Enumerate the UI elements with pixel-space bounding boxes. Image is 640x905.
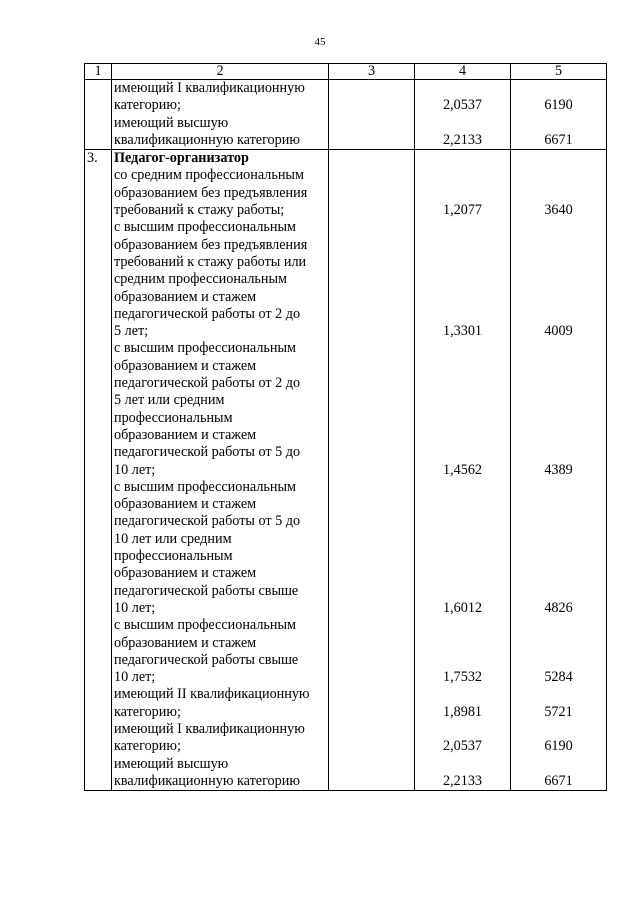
coefficient-value: [417, 115, 508, 132]
coefficient-value: [417, 635, 508, 652]
salary-value: [513, 167, 604, 184]
salary-value: 6671: [544, 131, 573, 148]
description-line: 10 лет или средним: [114, 530, 232, 547]
coefficient-value: 2,2133: [442, 772, 482, 789]
coefficient-value: 1,3301: [442, 323, 482, 340]
coefficient-value: 1,2077: [442, 202, 482, 219]
salary-value: 4389: [544, 461, 573, 478]
salary-value: [513, 686, 604, 703]
description-line: образованием и стажем: [114, 357, 257, 374]
description-cell: [112, 150, 329, 791]
description-line: средним профессиональным: [114, 271, 288, 288]
salary-value: [513, 496, 604, 513]
coefficient-value: [417, 513, 508, 530]
coefficient-value: [417, 565, 508, 582]
description-line: с высшим профессиональным: [114, 340, 296, 357]
salary-value: [513, 652, 604, 669]
salary-value: [513, 617, 604, 634]
description-line: образованием и стажем: [114, 426, 257, 443]
salary-value: [513, 583, 604, 600]
coefficient-value: [417, 756, 508, 773]
coefficient-cell: [415, 150, 511, 791]
description-line: педагогической работы свыше: [114, 582, 299, 599]
description-cell: [112, 80, 329, 150]
salary-value: [513, 513, 604, 530]
coefficient-value: [417, 392, 508, 409]
empty-cell: [329, 80, 415, 150]
coefficient-value: [417, 531, 508, 548]
coefficient-value: 1,8981: [442, 703, 482, 720]
header-cell: 3: [329, 64, 415, 80]
description-line: со средним профессиональным: [114, 167, 304, 184]
description-line: 5 лет;: [114, 323, 149, 340]
salary-value: [513, 271, 604, 288]
coefficient-value: [417, 185, 508, 202]
row-number-cell: 3.: [85, 150, 112, 791]
description-line: требований к стажу работы;: [114, 202, 285, 219]
coefficient-value: [417, 271, 508, 288]
header-cell: 1: [85, 64, 112, 80]
salary-value: [513, 340, 604, 357]
coefficient-value: [417, 427, 508, 444]
salary-value: [513, 548, 604, 565]
description-line: квалификационную категорию: [114, 131, 300, 148]
coefficient-value: [417, 686, 508, 703]
description-line: образованием без предъявления: [114, 184, 308, 201]
coefficient-value: [417, 496, 508, 513]
coefficient-value: 2,2133: [442, 131, 482, 148]
salary-cell: [511, 80, 607, 150]
coefficient-value: 2,0537: [442, 97, 482, 114]
salary-value: 6190: [544, 738, 573, 755]
coefficient-value: 1,6012: [442, 599, 482, 616]
salary-value: [513, 254, 604, 271]
description-line: 10 лет;: [114, 669, 156, 686]
coefficient-value: [417, 444, 508, 461]
description-line: с высшим профессиональным: [114, 478, 296, 495]
salary-value: [513, 80, 604, 97]
coefficient-value: [417, 289, 508, 306]
table-row: [85, 150, 607, 791]
description-line: педагогической работы от 2 до: [114, 305, 301, 322]
position-title: Педагог-организатор: [114, 150, 249, 167]
salary-value: [513, 565, 604, 582]
coefficient-cell: [415, 80, 511, 150]
description-line: с высшим профессиональным: [114, 617, 296, 634]
coefficient-value: [417, 721, 508, 738]
row-number-cell: [85, 80, 112, 150]
description-line: педагогической работы от 5 до: [114, 513, 301, 530]
description-line: категорию;: [114, 703, 181, 720]
description-line: имеющий I квалификационную: [114, 80, 305, 96]
description-line: образованием и стажем: [114, 288, 257, 305]
salary-value: [513, 635, 604, 652]
coefficient-value: [417, 617, 508, 634]
description-line: профессиональным: [114, 409, 233, 426]
salary-value: [513, 444, 604, 461]
salary-value: [513, 237, 604, 254]
description-line: 5 лет или средним: [114, 392, 225, 409]
salary-value: 6190: [544, 97, 573, 114]
description-line: образованием и стажем: [114, 565, 257, 582]
salary-value: [513, 531, 604, 548]
description-line: педагогической работы от 5 до: [114, 444, 301, 461]
salary-cell: [511, 150, 607, 791]
description-line: образованием без предъявления: [114, 236, 308, 253]
coefficient-value: [417, 410, 508, 427]
coefficient-value: [417, 219, 508, 236]
description-line: педагогической работы свыше: [114, 651, 299, 668]
description-line: педагогической работы от 2 до: [114, 375, 301, 392]
description-line: с высшим профессиональным: [114, 219, 296, 236]
coefficient-value: [417, 150, 508, 167]
coefficient-value: [417, 358, 508, 375]
salary-value: 4826: [544, 599, 573, 616]
salary-value: [513, 756, 604, 773]
description-line: образованием и стажем: [114, 634, 257, 651]
description-line: категорию;: [114, 97, 181, 114]
description-line: 10 лет;: [114, 461, 156, 478]
description-line: образованием и стажем: [114, 496, 257, 513]
page-number: 45: [314, 36, 326, 48]
header-cell: 4: [415, 64, 511, 80]
salary-value: 5284: [544, 669, 573, 686]
coefficient-value: [417, 254, 508, 271]
coefficient-value: [417, 237, 508, 254]
salary-value: 3640: [544, 202, 573, 219]
coefficient-value: 2,0537: [442, 738, 482, 755]
salary-value: [513, 358, 604, 375]
salary-value: [513, 479, 604, 496]
description-line: профессиональным: [114, 548, 233, 565]
header-cell: 2: [112, 64, 329, 80]
empty-cell: [329, 150, 415, 791]
salary-value: [513, 185, 604, 202]
coefficient-value: [417, 583, 508, 600]
salary-value: [513, 410, 604, 427]
coefficient-value: [417, 548, 508, 565]
coefficient-value: [417, 306, 508, 323]
description-line: требований к стажу работы или: [114, 253, 307, 270]
description-line: имеющий высшую: [114, 755, 229, 772]
coefficient-value: 1,4562: [442, 461, 482, 478]
coefficient-value: [417, 167, 508, 184]
header-cell: 5: [511, 64, 607, 80]
salary-value: [513, 427, 604, 444]
salary-value: [513, 150, 604, 167]
salary-value: 5721: [544, 703, 573, 720]
salary-value: [513, 721, 604, 738]
description-line: имеющий I квалификационную: [114, 720, 305, 737]
description-line: категорию;: [114, 738, 181, 755]
description-line: 10 лет;: [114, 599, 156, 616]
coefficient-value: [417, 652, 508, 669]
coefficient-value: [417, 375, 508, 392]
salary-value: [513, 306, 604, 323]
coefficient-value: [417, 340, 508, 357]
salary-value: [513, 375, 604, 392]
salary-value: [513, 392, 604, 409]
table-row: [85, 80, 607, 150]
table-header-row: [85, 64, 607, 80]
salary-value: 6671: [544, 772, 573, 789]
coefficient-value: [417, 80, 508, 97]
salary-value: [513, 115, 604, 132]
salary-value: 4009: [544, 323, 573, 340]
description-line: имеющий высшую: [114, 114, 229, 131]
description-line: квалификационную категорию: [114, 772, 300, 789]
data-table: [84, 63, 607, 791]
salary-value: [513, 219, 604, 236]
coefficient-value: 1,7532: [442, 669, 482, 686]
salary-value: [513, 289, 604, 306]
coefficient-value: [417, 479, 508, 496]
description-line: имеющий II квалификационную: [114, 686, 310, 703]
